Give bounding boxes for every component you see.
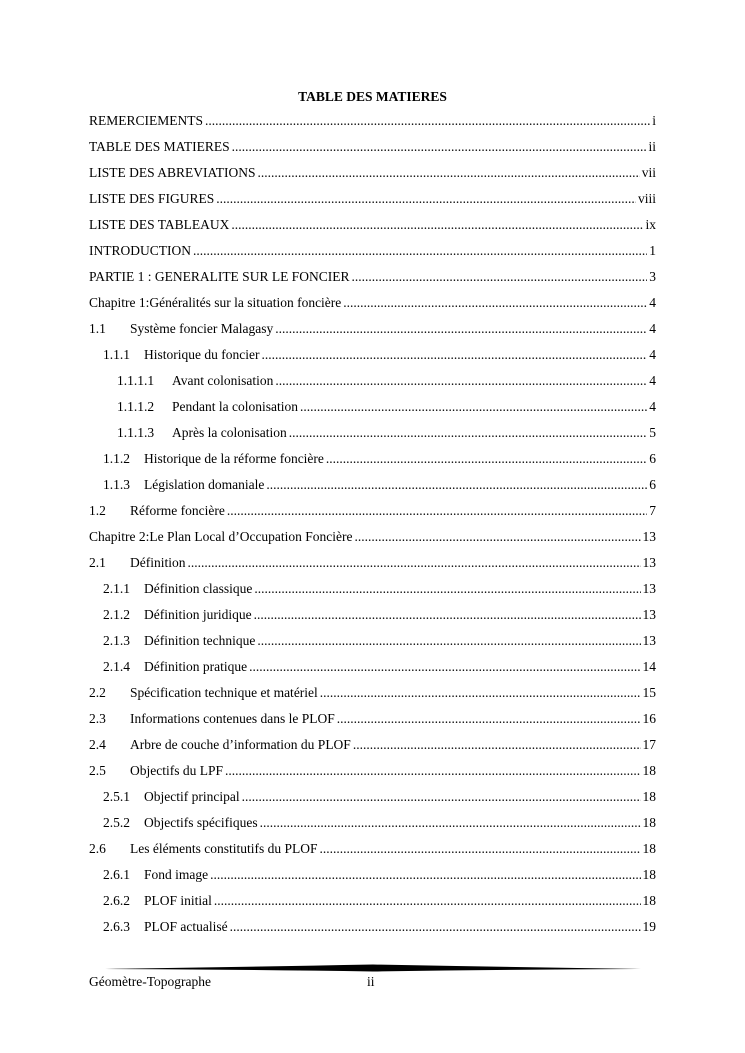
toc-entry-title: Législation domaniale <box>144 477 265 492</box>
toc-entry-title: Système foncier Malagasy <box>130 321 274 336</box>
toc-entry[interactable] <box>89 711 656 737</box>
toc-entry-page: 4 <box>649 347 656 362</box>
toc-entry-page: 13 <box>642 633 656 648</box>
toc-dot-leader <box>326 451 647 467</box>
toc-entry-title: Pendant la colonisation <box>172 399 298 414</box>
toc-entry[interactable] <box>89 789 656 815</box>
toc-dot-leader <box>230 919 641 935</box>
toc-entry-title: Les éléments constitutifs du PLOF <box>130 841 318 856</box>
toc-entry[interactable] <box>89 555 656 581</box>
toc-entry[interactable] <box>89 321 656 347</box>
toc-entry-page: 18 <box>642 893 656 908</box>
toc-entry-number: 2.5.2 <box>103 815 130 830</box>
toc-entry-page: 19 <box>642 919 656 934</box>
toc-entry-page: 13 <box>642 555 656 570</box>
footer-author: Géomètre-Topographe <box>89 974 212 989</box>
toc-dot-leader <box>232 139 647 155</box>
toc-dot-leader <box>193 243 647 259</box>
toc-entry-number: 2.5 <box>89 763 106 778</box>
toc-entry-page: 18 <box>642 867 656 882</box>
toc-entry-page: 14 <box>642 659 656 674</box>
toc-entry[interactable] <box>89 841 656 867</box>
toc-entry-page: 1 <box>649 243 656 258</box>
toc-dot-leader <box>258 165 640 181</box>
toc-dot-leader <box>343 295 647 311</box>
page-title: TABLE DES MATIERES <box>298 89 447 104</box>
toc-dot-leader <box>319 841 640 857</box>
toc-entry-page: 6 <box>649 451 656 466</box>
toc-entry-number: 2.3 <box>89 711 106 726</box>
toc-entry-title: Avant colonisation <box>172 373 274 388</box>
toc-entry[interactable] <box>89 191 656 217</box>
toc-entry-number: 2.2 <box>89 685 106 700</box>
toc-entry[interactable] <box>89 399 656 425</box>
toc-entry-title: INTRODUCTION <box>89 243 191 258</box>
toc-entry-page: 4 <box>649 321 656 336</box>
toc-entry-page: 15 <box>642 685 656 700</box>
toc-entry[interactable] <box>89 373 656 399</box>
toc-dot-leader <box>257 633 640 649</box>
toc-entry[interactable] <box>89 867 656 893</box>
footer-page-number: ii <box>367 974 375 989</box>
toc-entry-page: 18 <box>642 841 656 856</box>
toc-entry-title: Objectif principal <box>144 789 240 804</box>
toc-entry-title: Spécification technique et matériel <box>130 685 318 700</box>
toc-entry[interactable] <box>89 633 656 659</box>
toc-entry-page: 18 <box>642 789 656 804</box>
toc-entry-page: 4 <box>649 373 656 388</box>
toc-entry-page: 13 <box>642 607 656 622</box>
toc-entry-title: Objectifs spécifiques <box>144 815 258 830</box>
toc-entry-title: LISTE DES FIGURES <box>89 191 215 206</box>
toc-entry-number: 2.1.2 <box>103 607 130 622</box>
toc-dot-leader <box>353 737 641 753</box>
toc-entry-page: ii <box>648 139 656 154</box>
toc-entry-page: 16 <box>642 711 656 726</box>
toc-dot-leader <box>260 815 641 831</box>
toc-entry-number: 1.1.1 <box>103 347 130 362</box>
toc-dot-leader <box>249 659 640 675</box>
toc-dot-leader <box>242 789 641 805</box>
toc-dot-leader <box>231 217 643 233</box>
toc-entry-title: Définition juridique <box>144 607 252 622</box>
toc-entry[interactable] <box>89 763 656 789</box>
toc-entry-page: 4 <box>649 399 656 414</box>
toc-entry[interactable] <box>89 737 656 763</box>
toc-dot-leader <box>337 711 641 727</box>
toc-entry-title: Définition pratique <box>144 659 248 674</box>
toc-entry-title: Réforme foncière <box>130 503 225 518</box>
toc-entry-page: 3 <box>649 269 656 284</box>
toc-entry[interactable] <box>89 347 656 373</box>
toc-entry-title: Fond image <box>144 867 209 882</box>
toc-entry-title: Définition technique <box>144 633 256 648</box>
toc-entry[interactable] <box>89 893 656 919</box>
toc-entry[interactable] <box>89 269 656 295</box>
toc-entry-page: i <box>652 113 656 128</box>
toc-entry[interactable] <box>89 295 656 321</box>
toc-dot-leader <box>355 529 641 545</box>
toc-entry-page: vii <box>641 165 656 180</box>
toc-entry-page: 5 <box>649 425 656 440</box>
toc-entry-title: Objectifs du LPF <box>130 763 223 778</box>
toc-entry-page: ix <box>645 217 656 232</box>
table-of-contents <box>89 113 656 945</box>
toc-dot-leader <box>254 581 640 597</box>
toc-entry-number: 2.6 <box>89 841 106 856</box>
toc-entry-page: 18 <box>642 763 656 778</box>
toc-entry-title: TABLE DES MATIERES <box>89 139 230 154</box>
toc-entry-title: Informations contenues dans le PLOF <box>130 711 335 726</box>
toc-dot-leader <box>320 685 641 701</box>
toc-entry-number: 1.1.1.2 <box>117 399 155 414</box>
toc-dot-leader <box>300 399 647 415</box>
toc-dot-leader <box>205 113 650 129</box>
toc-entry-number: 2.6.1 <box>103 867 130 882</box>
toc-entry-number: 2.1.3 <box>103 633 130 648</box>
toc-entry-title: PLOF actualisé <box>144 919 228 934</box>
toc-entry[interactable] <box>89 243 656 269</box>
toc-entry[interactable] <box>89 113 656 139</box>
toc-entry-title: PARTIE 1 : GENERALITE SUR LE FONCIER <box>89 269 350 284</box>
toc-entry[interactable] <box>89 607 656 633</box>
toc-entry-number: 1.1.2 <box>103 451 130 466</box>
toc-entry[interactable] <box>89 425 656 451</box>
toc-entry-title: LISTE DES TABLEAUX <box>89 217 230 232</box>
toc-dot-leader <box>275 321 647 337</box>
toc-entry-number: 1.1.3 <box>103 477 130 492</box>
toc-dot-leader <box>214 893 641 909</box>
toc-entry-page: 17 <box>642 737 656 752</box>
toc-dot-leader <box>275 373 647 389</box>
toc-dot-leader <box>266 477 647 493</box>
toc-entry-title: Après la colonisation <box>172 425 287 440</box>
toc-entry-number: 2.5.1 <box>103 789 130 804</box>
footer-divider <box>105 963 641 973</box>
toc-entry-number: 2.1.1 <box>103 581 130 596</box>
toc-entry-number: 2.4 <box>89 737 106 752</box>
toc-dot-leader <box>216 191 636 207</box>
toc-entry[interactable] <box>89 659 656 685</box>
toc-entry-number: 2.6.3 <box>103 919 130 934</box>
toc-entry-page: viii <box>637 191 656 206</box>
toc-entry-page: 4 <box>649 295 656 310</box>
toc-entry[interactable] <box>89 217 656 243</box>
toc-entry-number: 2.1 <box>89 555 106 570</box>
toc-entry[interactable] <box>89 503 656 529</box>
toc-entry-number: 1.1 <box>89 321 106 336</box>
toc-dot-leader <box>227 503 647 519</box>
toc-entry-number: 1.1.1.1 <box>117 373 155 388</box>
toc-entry-title: LISTE DES ABREVIATIONS <box>89 165 256 180</box>
toc-dot-leader <box>225 763 641 779</box>
toc-entry-page: 7 <box>649 503 656 518</box>
toc-entry-title: Chapitre 1:Généralités sur la situation foncière <box>89 295 342 310</box>
toc-entry[interactable] <box>89 477 656 503</box>
toc-entry[interactable] <box>89 139 656 165</box>
toc-entry-page: 13 <box>642 529 656 544</box>
toc-entry-title: Arbre de couche d’information du PLOF <box>130 737 351 752</box>
toc-entry-title: Historique de la réforme foncière <box>144 451 324 466</box>
toc-entry-number: 1.1.1.3 <box>117 425 155 440</box>
toc-entry-page: 18 <box>642 815 656 830</box>
toc-entry-number: 2.6.2 <box>103 893 130 908</box>
toc-entry[interactable] <box>89 685 656 711</box>
toc-entry-title: PLOF initial <box>144 893 212 908</box>
toc-dot-leader <box>261 347 647 363</box>
toc-dot-leader <box>188 555 641 571</box>
toc-entry-number: 2.1.4 <box>103 659 130 674</box>
toc-dot-leader <box>254 607 641 623</box>
toc-entry-title: Historique du foncier <box>144 347 260 362</box>
toc-entry[interactable] <box>89 451 656 477</box>
toc-entry-title: Chapitre 2:Le Plan Local d’Occupation Foncière <box>89 529 353 544</box>
toc-entry[interactable] <box>89 815 656 841</box>
toc-dot-leader <box>351 269 647 285</box>
toc-entry-title: REMERCIEMENTS <box>89 113 204 128</box>
toc-entry-page: 6 <box>649 477 656 492</box>
toc-entry-title: Définition classique <box>144 581 253 596</box>
toc-entry-number: 1.2 <box>89 503 106 518</box>
toc-entry[interactable] <box>89 529 656 555</box>
toc-dot-leader <box>289 425 648 441</box>
toc-entry[interactable] <box>89 919 656 945</box>
toc-dot-leader <box>210 867 640 883</box>
toc-entry-title: Définition <box>130 555 186 570</box>
toc-entry-page: 13 <box>642 581 656 596</box>
toc-entry[interactable] <box>89 165 656 191</box>
toc-entry[interactable] <box>89 581 656 607</box>
